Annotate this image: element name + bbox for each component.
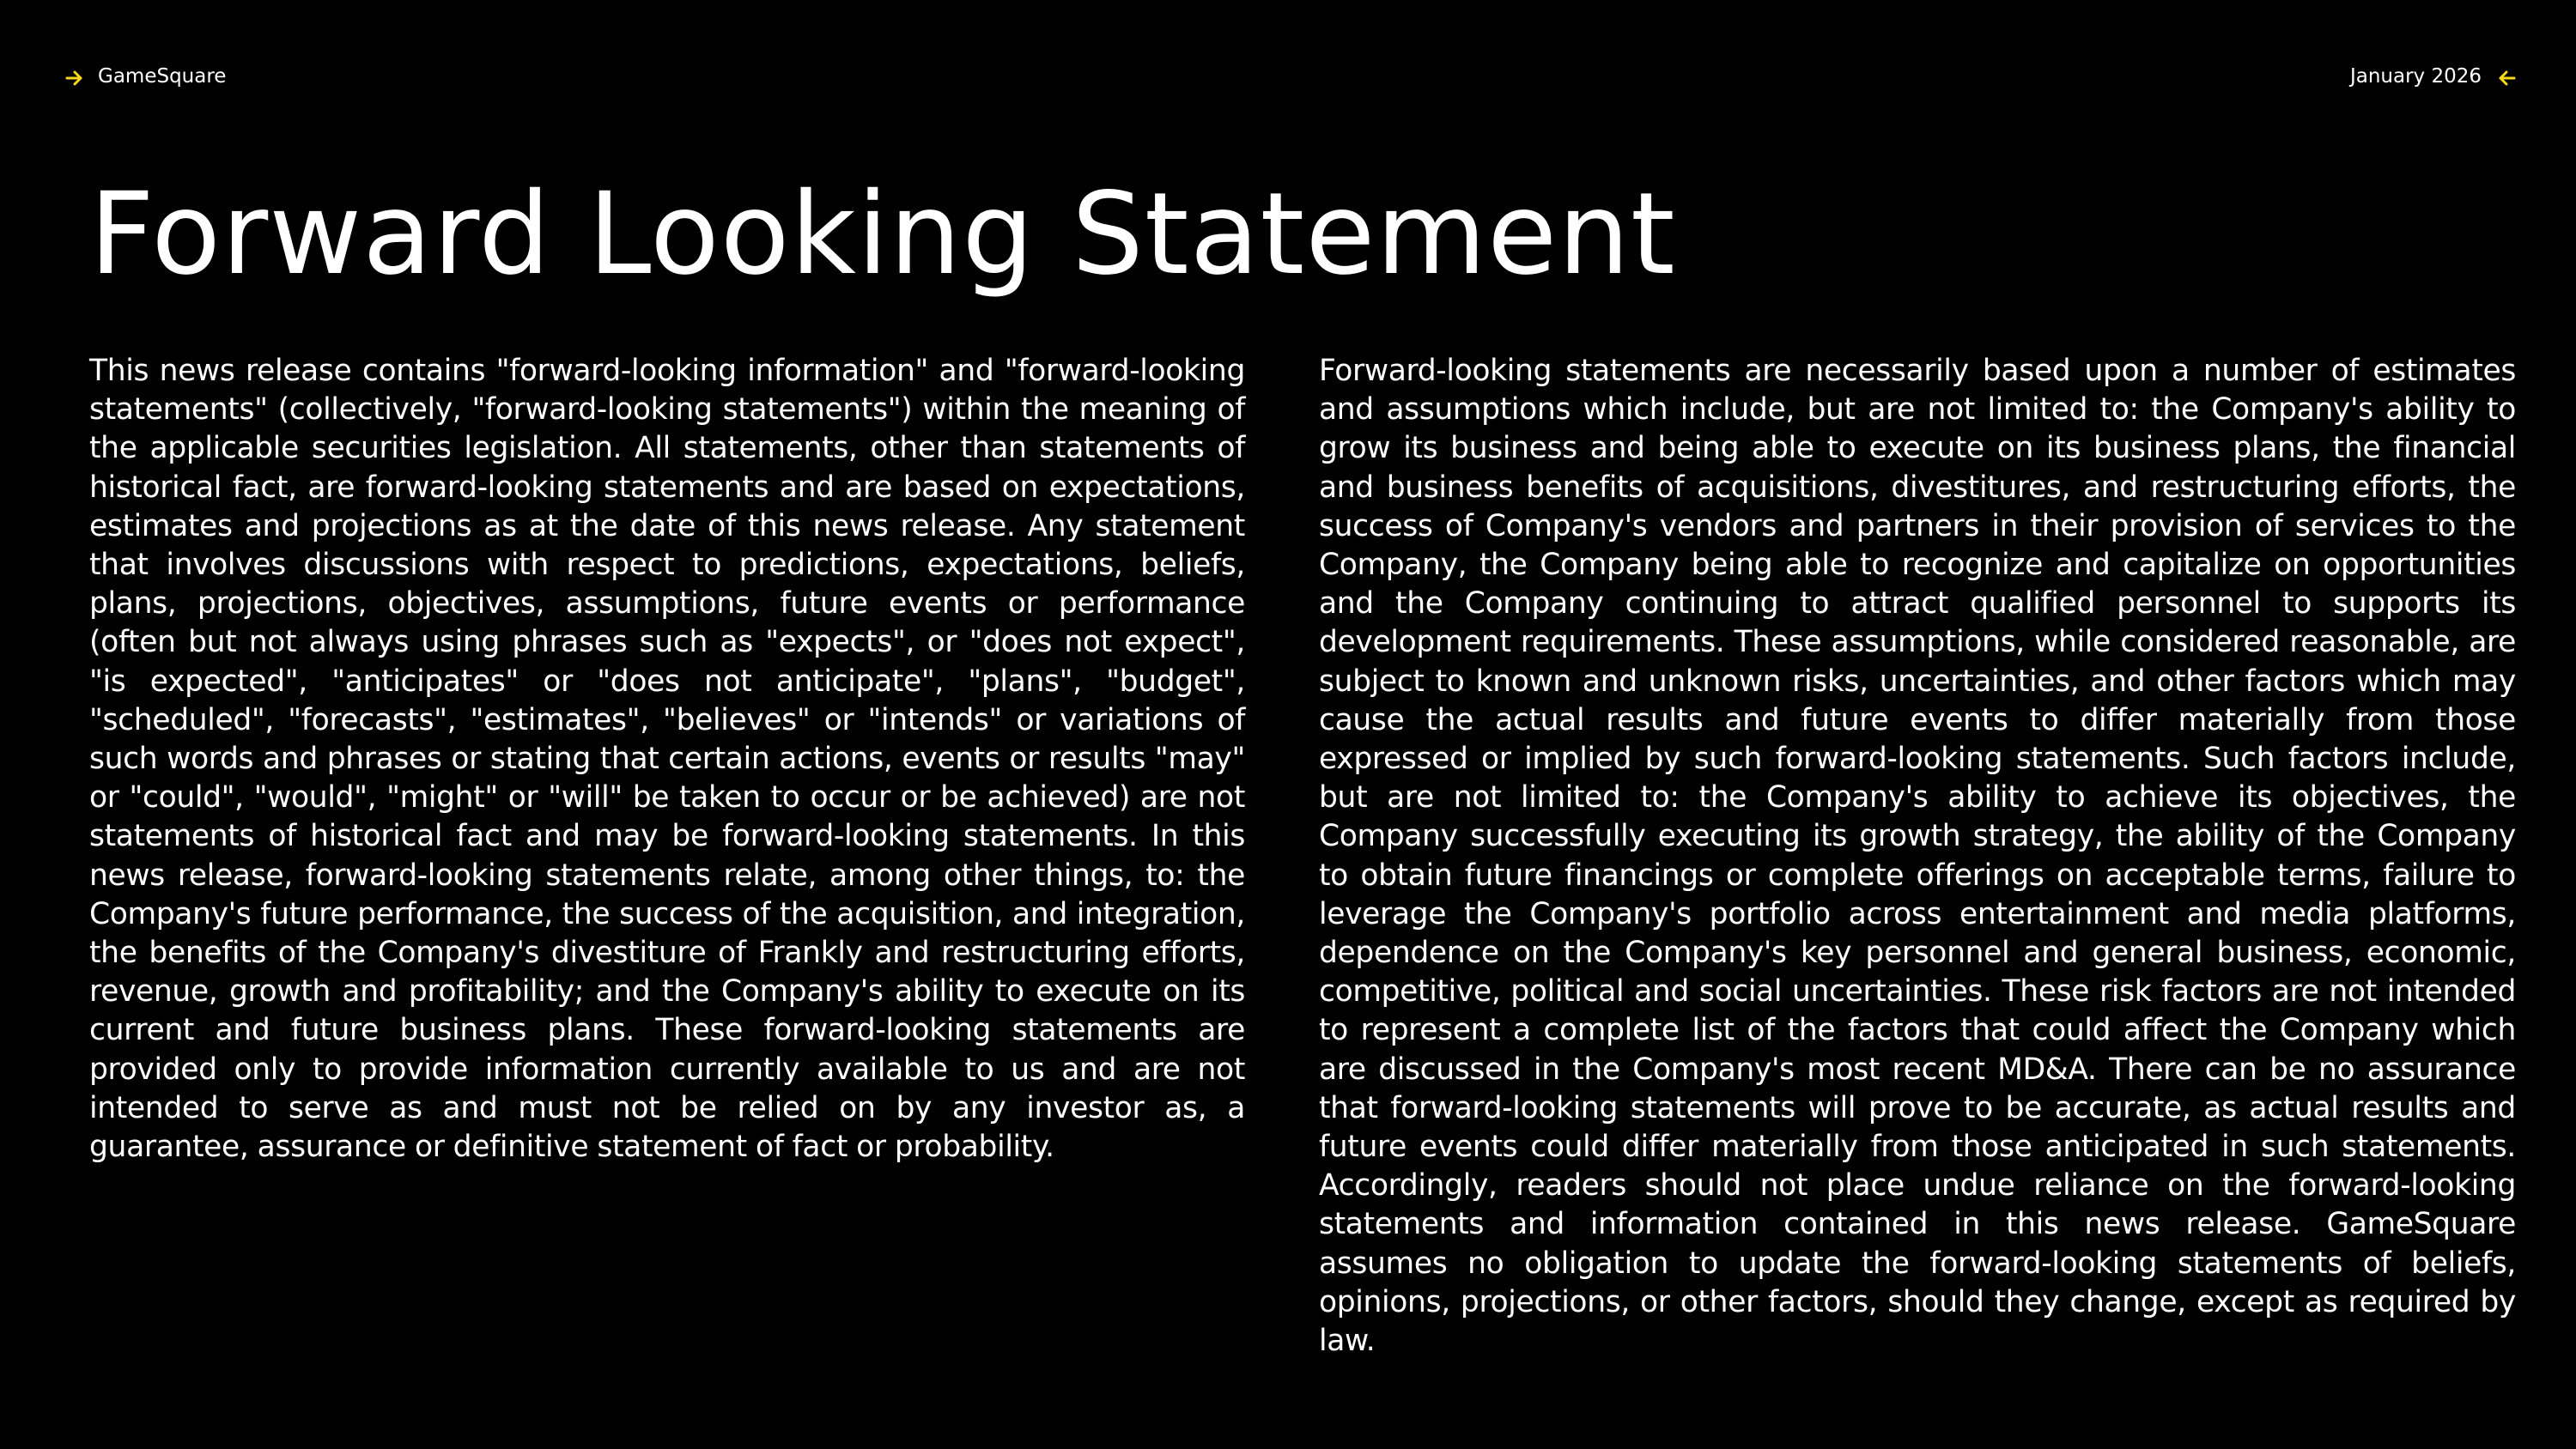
brand-label: GameSquare [98,65,227,88]
header-date [2350,64,2516,89]
arrow-left-icon [2497,68,2516,85]
page-title: Forward Looking Statement [89,168,1676,300]
date-label: January 2026 [2349,65,2482,88]
header-brand [65,64,226,89]
right-column-text: Forward-looking statements are necessarily based upon a number of estimates and assumptions which include, but are not limited to: the Company's ability to grow its business and being able to execute on its business plans, the financial and business benefits of acquisitions, divestitures, and restructuring efforts, the success of Company's vendors and partners in their provision of services to the Company, the Company being able to recognize and capitalize on opportunities and the Company continuing to attract qualified personnel to supports its development requirements. These assumptions, while considered reasonable, are subject to known and unknown risks, uncertainties, and other factors which may cause the actual results and future events to differ materially from those expressed or implied by such forward-looking statements. Such factors include, but are not limited to: the Company's ability to achieve its objectives, the Company successfully executing its growth strategy, the ability of the Company to obtain future financings or complete offerings on acceptable terms, failure to leverage the Company's portfolio across entertainment and media platforms, dependence on the Company's key personnel and general business, economic, competitive, political and social uncertainties. These risk factors are not intended to represent a complete list of the factors that could affect the Company which are discussed in the Company's most recent MD&A. There can be no assurance that forward-looking statements will prove to be accurate, as actual results and future events could differ materially from those anticipated in such statements. Accordingly, readers should not place undue reliance on the forward-looking statements and information contained in this news release. GameSquare assumes no obligation to update the forward-looking statements of beliefs, opinions, projections, or other factors, should they change, except as required by law. [1319,354,2516,1359]
left-column-text: This news release contains "forward-looking information" and "forward-looking statements" (collectively, "forward-looking statements") within the meaning of the applicable securities legislation. All statements, other than statements of historical fact, are forward-looking statements and are based on expectations, estimates and projections as at the date of this news release. Any statement that involves discussions with respect to predictions, expectations, beliefs, plans, projections, objectives, assumptions, future events or performance (often but not always using phrases such as "expects", or "does not expect", "is expected", "anticipates" or "does not anticipate", "plans", "budget", "scheduled", "forecasts", "estimates", "believes" or "intends" or variations of such words and phrases or stating that certain actions, events or results "may" or "could", "would", "might" or "will" be taken to occur or be achieved) are not statements of historical fact and may be forward-looking statements. In this news release, forward-looking statements relate, among other things, to: the Company's future performance, the success of the acquisition, and integration, the benefits of the Company's divestiture of Frankly and restructuring efforts, revenue, growth and profitability; and the Company's ability to execute on its current and future business plans. These forward-looking statements are provided only to provide information currently available to us and are not intended to serve as and must not be relied on by any investor as, a guarantee, assurance or definitive statement of fact or probability. [89,354,1245,1165]
arrow-right-icon [65,68,84,85]
